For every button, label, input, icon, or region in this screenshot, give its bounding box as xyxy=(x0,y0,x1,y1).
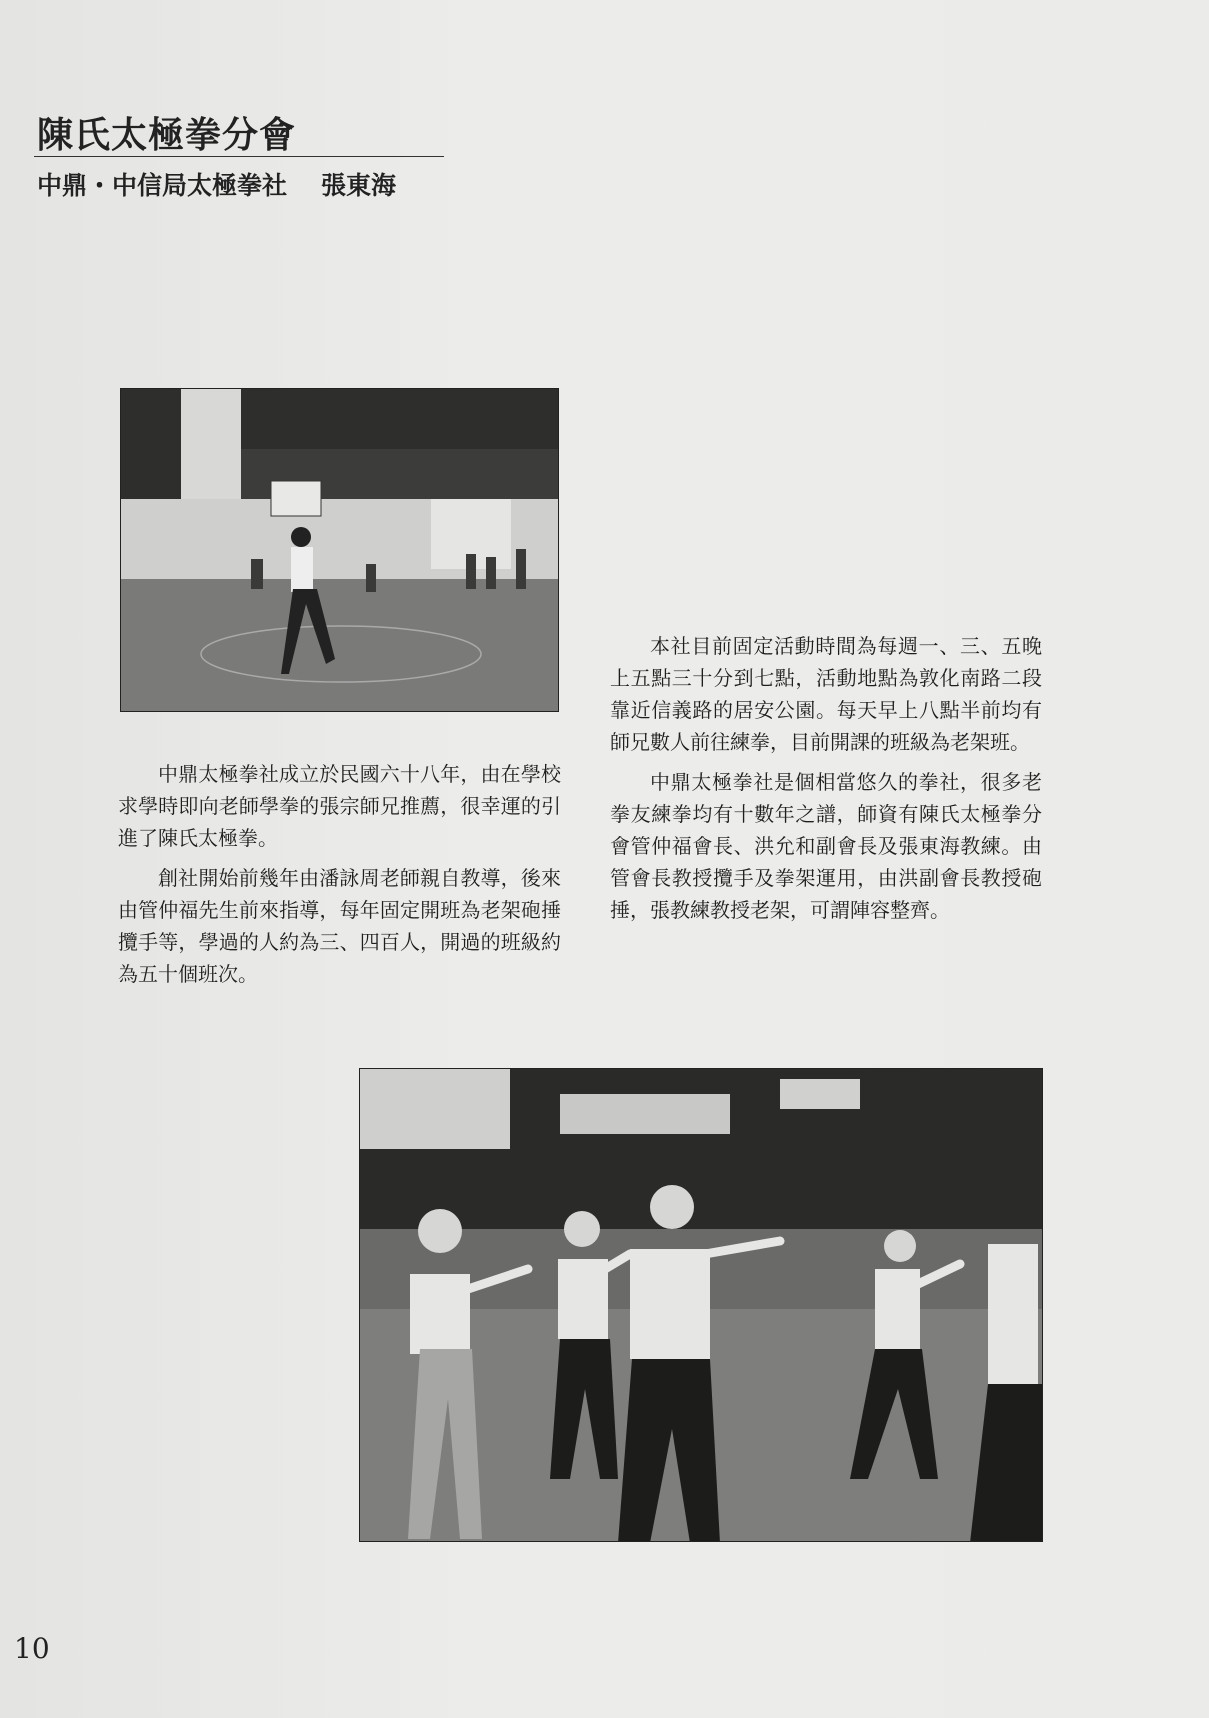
page-number: 10 xyxy=(14,1632,50,1665)
paragraph-instructors: 中鼎太極拳社是個相當悠久的拳社，很多老拳友練拳均有十數年之譜，師資有陳氏太極拳分會管仲福會長、洪允和副會長及張東海教練。由管會長教授攬手及拳架運用，由洪副會長教授砲捶，張教練教授老架，可謂陣容整齊。 xyxy=(610,770,1042,922)
title-rule xyxy=(34,156,444,157)
subtitle xyxy=(37,166,396,202)
photo-solo-practice xyxy=(120,388,559,712)
paragraph-history: 創社開始前幾年由潘詠周老師親自教導，後來由管仲福先生前來指導，每年固定開班為老架砲捶攬手等，學過的人約為三、四百人，開過的班級約為五十個班次。 xyxy=(118,866,561,986)
right-column xyxy=(610,630,1042,926)
paragraph-founding: 中鼎太極拳社成立於民國六十八年，由在學校求學時即向老師學拳的張宗師兄推薦，很幸運的引進了陳氏太極拳。 xyxy=(118,762,561,850)
subtitle-organization: 中鼎・中信局太極拳社 xyxy=(37,171,288,200)
subtitle-author: 張東海 xyxy=(321,171,397,200)
page-title: 陳氏太極拳分會 xyxy=(37,114,297,156)
photo-group-practice xyxy=(359,1068,1043,1542)
paragraph-schedule: 本社目前固定活動時間為每週一、三、五晚上五點三十分到七點，活動地點為敦化南路二段靠近信義路的居安公園。每天早上八點半前均有師兄數人前往練拳，目前開課的班級為老架班。 xyxy=(610,634,1042,754)
left-column xyxy=(118,758,561,990)
